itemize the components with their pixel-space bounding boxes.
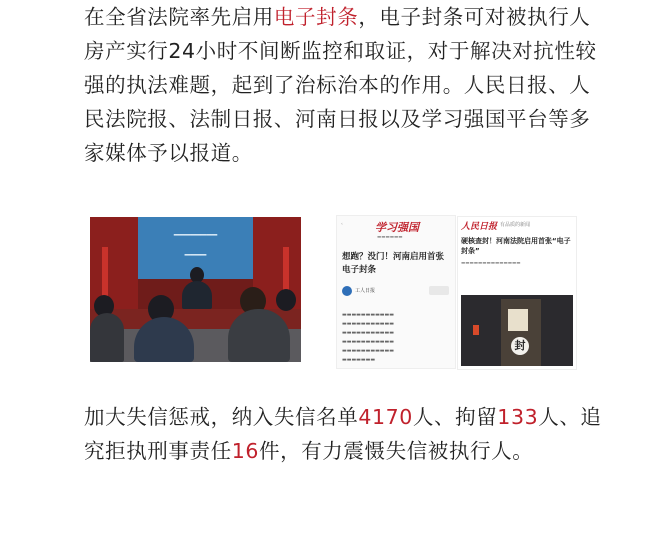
speaker-body (182, 281, 212, 309)
flag (102, 247, 108, 302)
article-headline: 想跑？没门！河南启用首张电子封条 (342, 252, 445, 275)
text-segment: 加大失信惩戒，纳入失信名单 (84, 405, 359, 429)
detention-count: 133 (497, 405, 539, 429)
xuexi-qiangguo-screenshot (336, 215, 456, 369)
article-body-lines: ▬▬▬▬▬▬▬▬▬▬▬ ▬▬▬▬▬▬▬▬▬▬▬ ▬▬▬▬▬▬▬▬▬▬▬ ▬▬▬▬▬▬▬▬▬▬▬ ▬▬▬▬▬▬▬▬▬▬▬ ▬▬▬▬▬▬▬ (342, 312, 394, 363)
intro-text-post: ，电子封条可对被执行人房产实行24小时不间断监控和取证，对于解决对抗性较强的执法难题，起到了治标治本的作用。人民日报、人民法院报、法制日报、河南日报以及学习强国平台等多家媒体予以报道。 (84, 5, 597, 165)
source-name: 工人日报 (355, 288, 376, 294)
intro-paragraph (84, 0, 604, 170)
header-tagline: 有品质的新闻 (500, 222, 531, 228)
blacklist-count: 4170 (358, 405, 413, 429)
text-segment: 人、追究拒执刑事责任 (84, 405, 602, 463)
press-conference-photo (90, 217, 301, 362)
seal-notice (508, 309, 528, 331)
intro-text-pre: 在全省法院率先启用 (84, 5, 274, 29)
text-segment: 人、拘留 (412, 405, 498, 429)
meta-line: ▬▬▬▬▬▬▬▬▬▬▬▬▬▬ (461, 261, 521, 266)
conference-banner: ━━━━━━━━ ━━━━ (138, 217, 253, 279)
audience-body (228, 309, 290, 362)
peoples-daily-screenshot (457, 216, 577, 370)
back-icon: ‹ (341, 222, 343, 227)
audience-head (276, 289, 296, 311)
audience-body (90, 313, 124, 362)
text-segment: 件，有力震慑失信被执行人。 (259, 439, 534, 463)
seal-badge: 封 (511, 337, 529, 355)
source-logo-icon (342, 286, 352, 296)
date-line: ▬▬▬▬▬▬ (377, 235, 403, 240)
electronic-seal-photo (461, 295, 573, 366)
electronic-seal-highlight: 电子封条 (273, 5, 359, 29)
criminal-case-count: 16 (231, 439, 259, 463)
article-headline: 硬核查封！河南法院启用首张“电子封条” (461, 237, 571, 255)
follow-button[interactable] (429, 286, 449, 295)
red-lamp (473, 325, 479, 335)
xuexi-logo: 学习强国 (375, 221, 419, 234)
peoples-daily-logo: 人民日报 (461, 222, 498, 232)
credit-punishment-paragraph (84, 400, 604, 468)
